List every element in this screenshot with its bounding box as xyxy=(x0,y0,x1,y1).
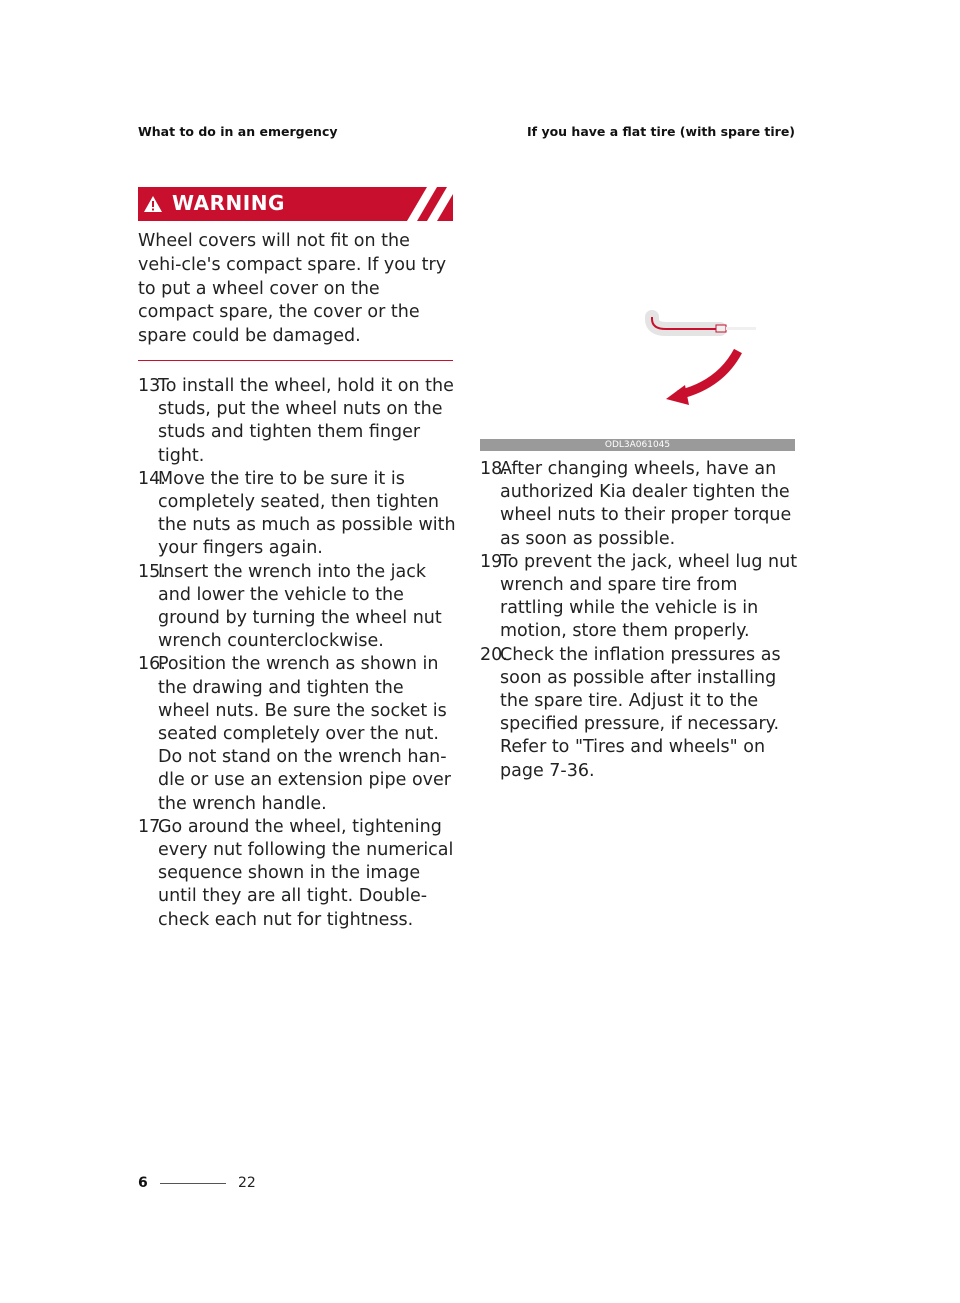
figure-caption: ODL3A061045 xyxy=(480,439,795,451)
step-text: Insert the wrench into the jack and lower the vehicle to the ground by turning the wheel nut wrench counterclockwise. xyxy=(158,561,442,652)
step-item xyxy=(480,551,802,644)
step-item xyxy=(480,458,802,551)
footer-divider xyxy=(160,1183,226,1184)
step-number: 13. xyxy=(138,376,166,396)
step-number: 19. xyxy=(480,551,508,572)
warning-stripes-decoration xyxy=(393,187,453,221)
step-item xyxy=(138,468,460,561)
step-item xyxy=(138,653,460,815)
steps-list-left xyxy=(138,375,460,932)
step-number: 18. xyxy=(480,459,508,479)
step-number: 14. xyxy=(138,468,166,489)
step-number: 17. xyxy=(138,816,166,837)
step-item xyxy=(138,561,460,654)
footer-page-number: 22 xyxy=(238,1175,256,1191)
step-text: Check the inflation pressures as soon as possible after installing the spare tire. Adjust it to the specified pressure, if necessary. Refer to "Tires and wheels" on page 7-36. xyxy=(500,644,781,781)
footer-section-number: 6 xyxy=(138,1175,148,1191)
wrench-tightening-arrow-graphic xyxy=(480,187,795,439)
warning-banner xyxy=(138,187,453,221)
step-item xyxy=(480,644,802,783)
warning-title: WARNING xyxy=(172,191,285,215)
step-number: 20. xyxy=(480,644,508,665)
step-text: Move the tire to be sure it is completely seated, then tighten the nuts as much as possible with your fingers again. xyxy=(158,468,456,559)
step-number: 16. xyxy=(138,654,166,675)
warning-divider xyxy=(138,360,453,361)
running-header-section: What to do in an emergency xyxy=(138,124,338,139)
step-item xyxy=(138,375,460,468)
wrench-illustration xyxy=(480,187,795,451)
step-text: To install the wheel, hold it on the studs, put the wheel nuts on the studs and tighten them finger tight. xyxy=(158,376,454,466)
warning-text: Wheel covers will not fit on the vehi-cle's compact spare. If you try to put a wheel cover on the compact spare, the cover or the spare could be damaged. xyxy=(138,231,447,347)
step-text: Go around the wheel, tightening every nut following the numerical sequence shown in the image until they are all tight. Double-check each nut for tightness. xyxy=(158,816,454,930)
steps-list-right xyxy=(480,458,802,783)
step-text: After changing wheels, have an authorized Kia dealer tighten the wheel nuts to their proper torque as soon as possible. xyxy=(500,459,792,549)
step-number: 15. xyxy=(138,561,166,582)
step-text: Position the wrench as shown in the drawing and tighten the wheel nuts. Be sure the socket is seated completely over the nut. Do not stand on the wrench han-dle or use an extension pipe over the wrench handle. xyxy=(158,654,451,814)
step-text: To prevent the jack, wheel lug nut wrench and spare tire from rattling while the vehicle is in motion, store them properly. xyxy=(500,551,798,642)
running-header-topic: If you have a flat tire (with spare tire) xyxy=(527,124,796,139)
step-item xyxy=(138,816,460,932)
warning-triangle-icon xyxy=(142,194,164,214)
